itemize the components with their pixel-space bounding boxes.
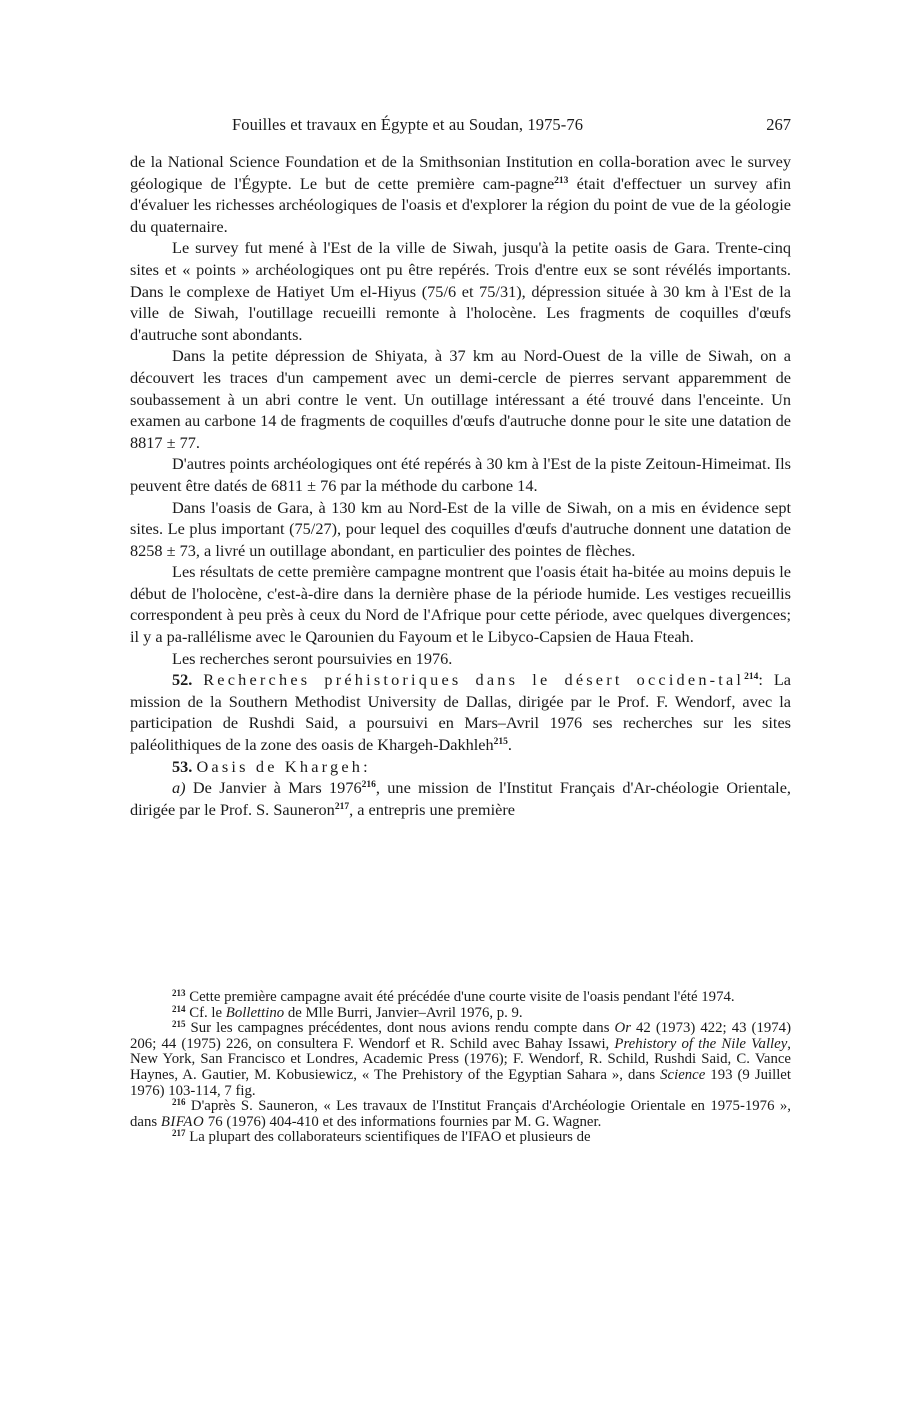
footnote-italic: BIFAO	[160, 1113, 205, 1130]
footnote-italic: Bollettino	[225, 1004, 285, 1021]
footnote-mark: 216	[172, 1097, 186, 1108]
footnote-text: 193 (9 Juillet 1976) 103-114, 7 fig.	[130, 1066, 791, 1099]
paragraph: Les recherches seront poursuivies en 1976.	[172, 648, 453, 668]
footnote-text: , New York, San Francisco et Londres, Academic Press (1976); F. Wendorf, R. Schild, Rushdi Said, C. Vance Haynes, A. Gautier, M. Kobusiewicz, « The Prehistory of the Egyptian Sahara », dans	[130, 1035, 791, 1083]
paragraph: Dans l'oasis de Gara, à 130 km au Nord-Est de la ville de Siwah, on a mis en évidence sept sites. Le plus important (75/27), pour lequel des coquilles d'œufs d'autruche donnent une datation de 8258 ± 73, a livré un outillage abondant, en particulier des pointes de flèches.	[130, 497, 791, 560]
footnote-216	[130, 1099, 791, 1130]
footnote-text: D'après S. Sauneron, « Les travaux de l'Institut Français d'Archéologie Orientale en 1975-1976 », dans	[130, 1098, 791, 1130]
text-run: .	[507, 735, 512, 755]
list-label: a)	[172, 778, 186, 798]
footnote-mark: 217	[172, 1128, 186, 1139]
footnote-mark: 214	[172, 1003, 186, 1014]
section-heading: Recherches préhistoriques dans le désert occiden-tal	[203, 670, 745, 690]
footnote-text: La plupart des collaborateurs scientifiques de l'IFAO et plusieurs de	[185, 1129, 591, 1146]
section-number: 52.	[172, 670, 193, 690]
text-run: était d'effectuer un survey afin d'évaluer les richesses archéologiques de l'oasis et d'explorer la région du point de vue de la géologie du quaternaire.	[130, 173, 791, 236]
text-run: De Janvier à Mars 1976	[185, 778, 362, 798]
text-run: de la National Science Foundation et de la Smithsonian Institution en colla-boration avec le survey géologique de l'Égypte. Le but de cette première cam-pagne	[130, 152, 791, 193]
running-head-title: Fouilles et travaux en Égypte et au Soudan, 1975-76	[232, 115, 584, 134]
footnote-ref[interactable]: 217	[334, 801, 350, 812]
footnote-italic: Science	[660, 1066, 706, 1083]
paragraph: Les résultats de cette première campagne montrent que l'oasis était ha-bitée au moins depuis le début de l'holocène, c'est-à-dire dans la dernière phase de la période humide. Les vestiges recueillis correspondent à peu près à ceux du Nord de l'Afrique pour cette période, avec quelques divergences; il y a pa-rallélisme avec le Qarounien du Fayoum et le Libyco-Capsien de Haua Fteah.	[130, 562, 791, 647]
footnote-text: Sur les campagnes précédentes, dont nous avions rendu compte dans	[185, 1020, 615, 1037]
footnote-214	[130, 1003, 791, 1022]
page-body	[130, 115, 791, 820]
section-52	[130, 669, 791, 755]
footnote-italic: Prehistory of the Nile Valley	[614, 1035, 788, 1052]
footnote-text: Cf. le	[185, 1004, 226, 1021]
footnote-mark: 215	[172, 1019, 186, 1030]
section-number: 53.	[172, 756, 193, 776]
text-run: , une mission de l'Institut Français d'Ar-chéologie Orientale, dirigée par le Prof. S. Sauneron	[130, 778, 791, 819]
footnote-ref[interactable]: 216	[361, 780, 376, 791]
paragraph	[130, 777, 791, 820]
footnote-217	[130, 1130, 791, 1146]
paragraph	[130, 151, 791, 237]
footnote-text: 76 (1976) 404-410 et des informations fournies par M. G. Wagner.	[204, 1113, 602, 1130]
footnote-italic: Or	[614, 1020, 631, 1037]
section-heading: Oasis de Khargeh:	[196, 756, 371, 776]
text-run: , a entrepris une première	[349, 799, 515, 819]
footnote-213	[130, 990, 791, 1006]
paragraph: Dans la petite dépression de Shiyata, à 37 km au Nord-Ouest de la ville de Siwah, on a découvert les traces d'un campement avec un demi-cercle de pierres servant apparemment de soubassement à un abri contre le vent. Un outillage intéressant a été trouvé dans l'enceinte. Un examen au carbone 14 de fragments de coquilles d'œufs d'autruche donne pour le site une datation de 8817 ± 77.	[130, 346, 791, 452]
section-53	[130, 756, 791, 778]
footnote-ref[interactable]: 213	[554, 175, 569, 186]
running-head	[130, 115, 791, 141]
footnote-text: 42 (1973) 422; 43 (1974) 206; 44 (1975) 226, on consultera F. Wendorf et R. Schild avec Bahay Issawi,	[130, 1020, 791, 1052]
footnote-mark: 213	[172, 988, 186, 998]
paragraph: D'autres points archéologiques ont été repérés à 30 km à l'Est de la piste Zeitoun-Himeimat. Ils peuvent être datés de 6811 ± 76 par la méthode du carbone 14.	[130, 454, 791, 495]
text-run: : La mission de la Southern Methodist University de Dallas, dirigée par le Prof. F. Wendorf, avec la participation de Rushdi Said, a poursuivi en Mars–Avril 1976 ses recherches sur les sites paléolithiques de la zone des oasis de Khargeh-Dakhleh	[130, 670, 792, 755]
footnotes	[130, 990, 791, 1146]
footnote-ref[interactable]: 214	[744, 672, 759, 683]
footnote-ref[interactable]: 215	[493, 737, 508, 748]
page-number: 267	[766, 115, 791, 134]
paragraph: Le survey fut mené à l'Est de la ville de Siwah, jusqu'à la petite oasis de Gara. Trente-cinq sites et « points » archéologiques ont pu être repérés. Trois d'entre eux se sont révélés importants. Dans le complexe de Hatiyet Um el-Hiyus (75/6 et 75/31), dépression située à 30 km à l'Est de la ville de Siwah, l'outillage recueilli remonte à l'holocène. Les fragments de coquilles d'œufs d'autruche sont abondants.	[130, 238, 791, 344]
footnote-215	[130, 1021, 791, 1099]
footnote-text: de Mlle Burri, Janvier–Avril 1976, p. 9.	[284, 1004, 523, 1021]
body-text	[130, 151, 791, 820]
footnote-text: Cette première campagne avait été précédée d'une courte visite de l'oasis pendant l'été 1974.	[185, 989, 735, 1005]
